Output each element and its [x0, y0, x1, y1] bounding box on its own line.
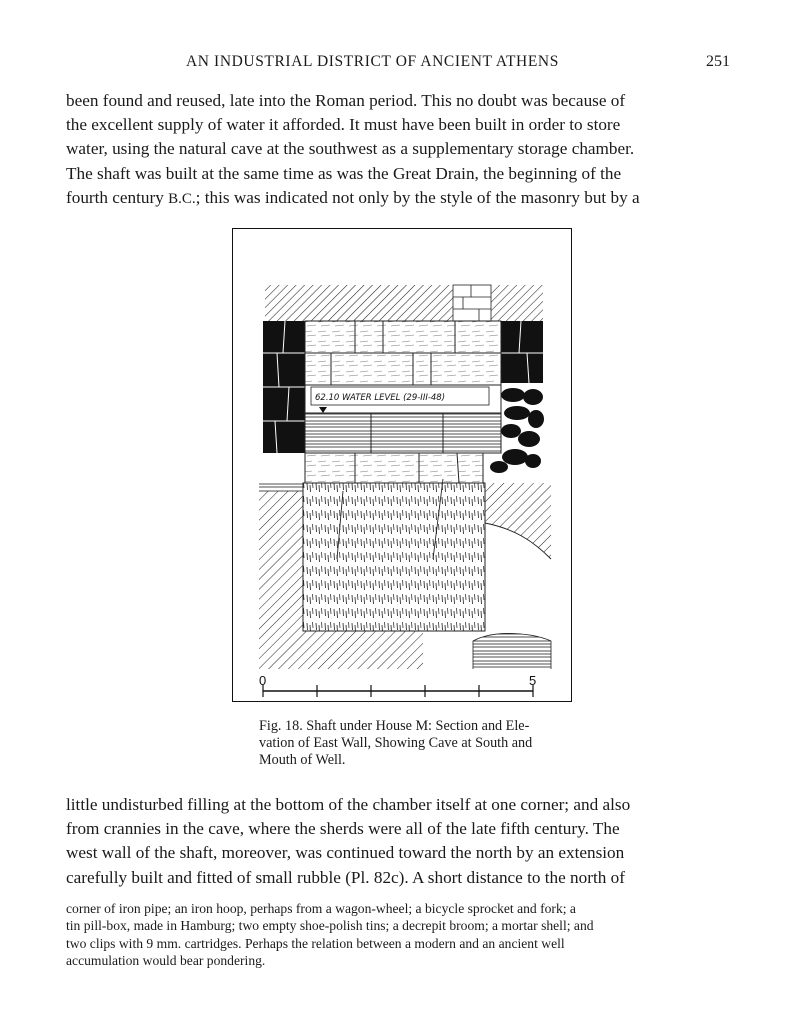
- shaft-drawing: [233, 229, 571, 701]
- paragraph-2: [66, 793, 734, 890]
- footnote-line: corner of iron pipe; an iron hoop, perhaps from a wagon-wheel; a bicycle sprocket and fork; a: [66, 901, 576, 916]
- scale-end-label: 5: [529, 673, 537, 688]
- shaft-fill-elevation: [303, 483, 485, 631]
- footnote-line: accumulation would bear pondering.: [66, 952, 266, 968]
- scale-start-label: 0: [259, 673, 267, 688]
- scale-bar: [259, 673, 536, 697]
- paragraph-2-line: from crannies in the cave, where the sherds were all of the late fifth century. The: [66, 819, 620, 839]
- footnote: [66, 900, 734, 969]
- paragraph-1-line: [66, 186, 734, 211]
- paragraph-1-line: The shaft was built at the same time as was the Great Drain, the beginning of the: [66, 163, 622, 183]
- top-fill-hatch: [491, 285, 543, 321]
- bedrock-right: [485, 483, 551, 559]
- paragraph-2-line: west wall of the shaft, moreover, was continued toward the north by an extension: [66, 843, 625, 863]
- line-text: fourth century: [66, 187, 169, 207]
- line-text: ; this was indicated not only by the style of the masonry but by a: [195, 187, 640, 207]
- caption-line: vation of East Wall, Showing Cave at South and: [259, 735, 533, 751]
- footnote-line: two clips with 9 mm. cartridges. Perhaps the relation between a modern and an ancient well: [66, 935, 565, 951]
- paragraph-1-line: the excellent supply of water it afforded. It must have been built in order to store: [66, 115, 621, 135]
- water-level-label: 62.10 WATER LEVEL (29-III-48): [315, 393, 446, 403]
- caption-line: Fig. 18. Shaft under House M: Section and Ele-: [259, 718, 530, 734]
- page-number: 251: [706, 53, 730, 70]
- paragraph-2-line: little undisturbed filling at the bottom of the chamber itself at one corner; and also: [66, 795, 631, 814]
- figure-caption: [259, 718, 569, 769]
- left-rubble-wall: [263, 321, 305, 453]
- footnote-line: tin pill-box, made in Hamburg; two empty shoe-polish tins; a decrepit broom; a mortar shell; and: [66, 918, 594, 934]
- figure-18: [232, 228, 572, 702]
- well-mouth: [473, 633, 551, 669]
- caption-line: Mouth of Well.: [259, 752, 346, 768]
- paragraph-1-line: been found and reused, late into the Roman period. This no doubt was because of: [66, 91, 626, 110]
- top-fill-hatch: [265, 285, 453, 321]
- paragraph-2-line: carefully built and fitted of small rubble (Pl. 82c). A short distance to the north of: [66, 867, 625, 887]
- paragraph-1-line: water, using the natural cave at the southwest as a supplementary storage chamber.: [66, 139, 635, 159]
- running-head: AN INDUSTRIAL DISTRICT OF ANCIENT ATHENS: [186, 53, 559, 70]
- era-abbreviation: B.C.: [168, 190, 196, 207]
- paragraph-1: [66, 89, 734, 211]
